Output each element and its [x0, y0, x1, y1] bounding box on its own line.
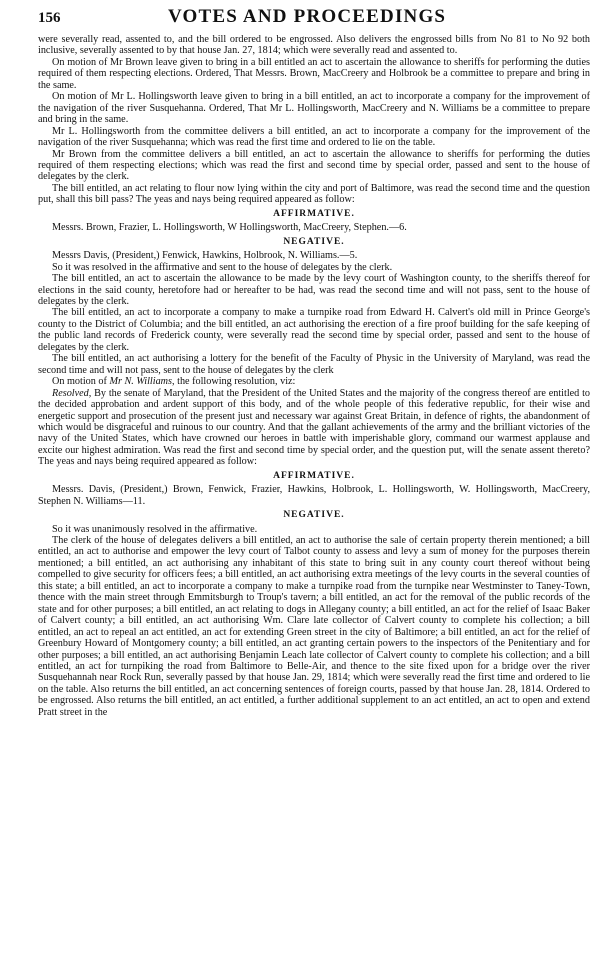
vote-names-negative: Messrs Davis, (President,) Fenwick, Hawkins, Holbrook, N. Williams.—5. [52, 250, 358, 262]
paragraph: On motion of Mr Brown leave given to bring in a bill entitled an act to ascertain the allowance to sheriffs for performing the duties required of them respecting elections. Ordered, That Messrs. Brown, MacCreery and Holbrook be a committee to prepare and bring in the same. [38, 56, 590, 91]
vote-heading-negative: NEGATIVE. [283, 236, 345, 247]
paragraph: So it was resolved in the affirmative and sent to the house of delegates by the clerk. [52, 261, 393, 273]
vote-names-affirmative: Messrs. Brown, Frazier, L. Hollingsworth, W Hollingsworth, MacCreery, Stephen.—6. [52, 222, 407, 234]
vote-heading-negative: NEGATIVE. [283, 510, 345, 521]
document-body [38, 34, 590, 718]
vote-heading-affirmative: AFFIRMATIVE. [273, 208, 355, 219]
running-title: VOTES AND PROCEEDINGS [168, 6, 447, 27]
paragraph: The clerk of the house of delegates delivers a bill entitled, an act to authorise the sale of certain property therein mentioned; a bill entitled, an act to authorise and empower the levy court of Talbot county to assess and levy a sum of money for the purposes therein mentioned; a bill entitled, an act authorising any inhabitant of this state to bring suit in any county court thereof without being compelled to give security for officers fees; a bill entitled, an act authorising extra meetings of the levy courts in the several counties of this state; a bill entitled, an act to incorporate a company to make a turnpike road from the turnpike near Westminster to Taney-Town, thence with the main street through Emmitsburgh to Troup's tavern; a bill entitled, an act for the removal of the public records of the state and for other purposes; a bill entitled, an act relating to dogs in Allegany county; a bill entitled, an act for the relief of Isaac Baker of Calvert county; a bill entitled, an act authorising Wm. Clare late collector of Calvert county to complete his collection; a bill entitled, an act to repeal an act entitled, an act for extending Green street in the city of Baltimore; a bill entitled, an act for the relief of Greenbury Howard of Montgomery county; a bill entitled, an act granting certain powers to the inspectors of the Penitentiary and for other purposes; a bill entitled, an act authorising Benjamin Leach late collector of Calvert county to complete his collection; and a bill entitled, an act for turnpiking the road from Baltimore to Belle-Air, and thence to the site fixed upon for a bridge over the river Susquehannah near Rock Run, severally passed by that house Jan. 29, 1814; which were severally read the first time and ordered to lie on the table. Also returns the bill entitled, an act concerning sentences of foreign courts, passed by that house Jan. 28, 1814. Ordered to be engrossed. Also returns the bill entitled, an act entitled, a further additional supplement to an act entitled, an act to open and extend Pratt street in the [38, 535, 590, 718]
motion-text-after: , the following resolution, viz: [172, 376, 296, 388]
paragraph: Mr Brown from the committee delivers a bill entitled, an act to ascertain the allowance to sheriffs for performing the duties required of them respecting elections; which was read the first and second time by special order, passed and sent to the house of delegates by the clerk. [38, 148, 590, 183]
motion-mover: Mr N. Williams [109, 376, 173, 388]
resolution-label: Resolved, [52, 387, 92, 399]
paragraph: were severally read, assented to, and the bill ordered to be engrossed. Also delivers the engrossed bills from No 81 to No 92 both inclusive, severally assented to by that house Jan. 27, 1814; which were severally read and assented to. [38, 34, 590, 57]
paragraph: The bill entitled, an act relating to flour now lying within the city and port of Baltimore, was read the second time and the question put, shall this bill pass? The yeas and nays being required appeared as follow: [38, 182, 590, 206]
motion-text-before: On motion of [52, 376, 110, 388]
page-number: 156 [38, 10, 61, 26]
paragraph: The bill entitled, an act authorising a lottery for the benefit of the Faculty of Physic in the University of Maryland, was read the second time and will not pass, sent to the house of delegates by the clerk [38, 353, 590, 376]
paragraph: Mr L. Hollingsworth from the committee delivers a bill entitled, an act to incorporate a company for the improvement of the navigation of the river Susquehanna; which was read the first time and ordered to lie on the table. [38, 125, 590, 149]
paragraph: The bill entitled, an act to incorporate a company to make a turnpike road from Edward H. Calvert's old mill in Prince George's county to the District of Columbia; and the bill entitled, an act authorising the erection of a fire proof building for the safe keeping of the public land records of Frederick county, were severally read the second time by special order, passed and sent to the house of delegates by the clerk. [38, 307, 590, 353]
paragraph: The bill entitled, an act to ascertain the allowance to be made by the levy court of Washington county, to the sheriffs thereof for elections in the said county, heretofore had or hereafter to be had, was read the second time and will not pass, sent to the house of delegates by the clerk. [38, 273, 590, 307]
resolution [38, 388, 590, 468]
vote-heading-affirmative: AFFIRMATIVE. [273, 470, 355, 481]
paragraph: On motion of Mr L. Hollingsworth leave given to bring in a bill entitled, an act to incorporate a company for the improvement of the navigation of the river Susquehanna. Ordered, That Mr L. Hollingsworth, MacCreery and N. Williams be a committee to prepare and bring in the same. [38, 91, 590, 126]
page-header [38, 6, 590, 34]
motion-line [38, 376, 590, 387]
resolution-text: By the senate of Maryland, that the President of the United States and the majority of the congress thereof are entitled to the decided approbation and ardent support of this body, and of the whole people of this federative republic, for their wise and energetic support and prosecution of the present just and necessary war against Great Britain, in defence of rights, the abandonment of which would be disgraceful and ruinous to our country. And that the gallant achievements of the army and the brilliant victories of the navy of the United States, which have crowned our heroes in battle with imperishable glory, command our warmest applause and excite our highest admiration. Was read the first and second time by special order, and the question put, will the senate assent thereto? The yeas and nays being required appeared as follow: [38, 387, 590, 468]
vote-names-affirmative: Messrs. Davis, (President,) Brown, Fenwick, Frazier, Hawkins, Holbrook, L. Hollingsworth, W. Hollingsworth, MacCreery, Stephen N. Williams—11. [38, 484, 590, 507]
paragraph: So it was unanimously resolved in the affirmative. [52, 523, 258, 535]
